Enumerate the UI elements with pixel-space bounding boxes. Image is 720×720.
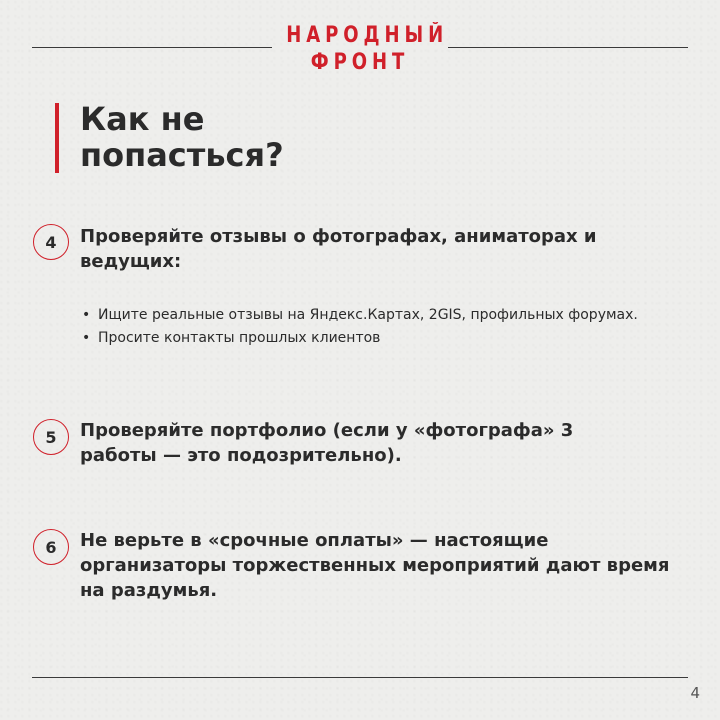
title-line-1: Как не [80,100,205,138]
item-number-badge: 5 [33,419,69,455]
logo-line-1: НАРОДНЫЙ [286,23,449,48]
logo-line-2: ФРОНТ [310,50,410,75]
list-item: • Ищите реальные отзывы на Яндекс.Картах, 2GIS, профильных форумах. [80,306,640,324]
page-title [80,101,284,173]
item-number-badge: 4 [33,224,69,260]
footer-line [32,677,688,678]
item-heading: Не верьте в «срочные оплаты» — настоящие организаторы торжественных мероприятий дают время на раздумья. [80,530,670,601]
header-line-right [448,47,688,48]
item-number-badge: 6 [33,529,69,565]
page-number: 4 [690,684,700,702]
list-item: • Просите контакты прошлых клиентов [80,329,640,347]
item-bullet-list [80,306,640,352]
header-line-left [32,47,272,48]
logo [286,22,449,76]
item-heading: Проверяйте портфолио (если у «фотографа» 3 работы — это подозрительно). [80,420,574,466]
title-accent-bar [55,103,59,173]
item-heading: Проверяйте отзывы о фотографах, аниматорах и ведущих: [80,226,597,272]
title-line-2: попасться? [80,136,284,174]
